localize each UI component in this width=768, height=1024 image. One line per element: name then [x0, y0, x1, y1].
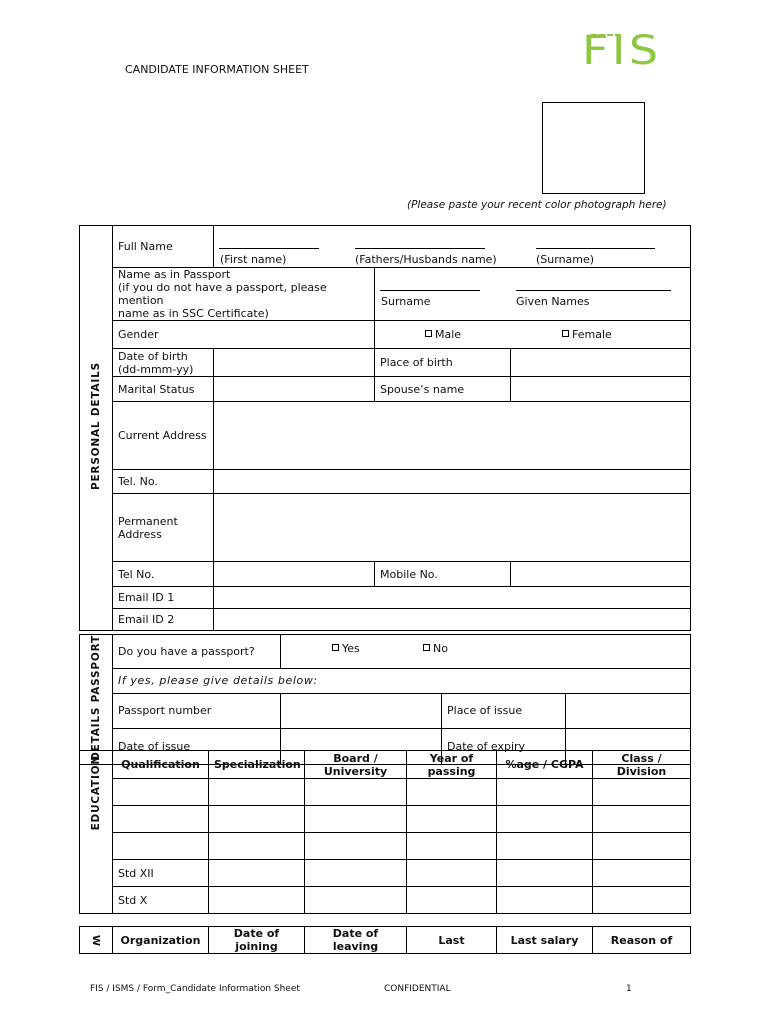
male-checkbox[interactable]	[425, 330, 432, 337]
table-cell[interactable]	[407, 779, 497, 806]
footer-confidential: CONFIDENTIAL	[384, 984, 451, 994]
passport-question-label: Do you have a passport?	[113, 635, 281, 669]
table-cell[interactable]	[497, 779, 593, 806]
table-cell[interactable]	[497, 860, 593, 887]
gender-options	[375, 321, 691, 349]
no-checkbox[interactable]	[423, 644, 430, 651]
tel-no-2-label: Tel No.	[113, 562, 214, 587]
table-row	[80, 833, 691, 860]
table-row	[80, 779, 691, 806]
date-of-expiry-label: Date of expiry	[442, 729, 566, 765]
qualification-cell[interactable]	[113, 806, 209, 833]
table-cell[interactable]	[593, 806, 691, 833]
gender-label: Gender	[113, 321, 375, 349]
column-header: Last	[407, 927, 497, 954]
company-logo	[580, 26, 672, 74]
table-cell[interactable]	[407, 833, 497, 860]
table-cell[interactable]	[497, 833, 593, 860]
spouse-name-label: Spouse’s name	[375, 377, 511, 402]
given-names-sub-label: Given Names	[516, 295, 590, 308]
tel-no-label: Tel. No.	[113, 470, 214, 494]
place-of-birth-label: Place of birth	[375, 349, 511, 377]
email-2-field[interactable]	[214, 609, 691, 631]
mobile-no-label: Mobile No.	[375, 562, 511, 587]
female-checkbox[interactable]	[562, 330, 569, 337]
surname-hint: (Surname)	[536, 253, 595, 266]
fathers-name-hint: (Fathers/Husbands name)	[355, 253, 497, 266]
dob-field[interactable]	[214, 349, 375, 377]
column-header: Year of passing	[407, 751, 497, 779]
no-option[interactable]: No	[423, 642, 448, 655]
table-cell[interactable]	[305, 806, 407, 833]
table-cell[interactable]	[209, 833, 305, 860]
dob-label: Date of birth (dd-mmm-yy)	[113, 349, 214, 377]
place-of-issue-label: Place of issue	[442, 693, 566, 729]
footer-document-path: FIS / ISMS / Form_Candidate Information Sheet	[90, 984, 300, 994]
passport-answer-options	[281, 635, 691, 669]
column-header: Date of joining	[209, 927, 305, 954]
full-name-label: Full Name	[113, 226, 214, 268]
passport-name-label: Name as in Passport (if you do not have a passport, please mention name as in SSC Certificate)	[113, 268, 375, 321]
place-of-issue-field[interactable]	[566, 693, 691, 729]
qualification-cell[interactable]	[113, 779, 209, 806]
table-cell[interactable]	[593, 779, 691, 806]
column-header: Board / University	[305, 751, 407, 779]
tel-no-field[interactable]	[214, 470, 691, 494]
table-cell[interactable]	[209, 806, 305, 833]
table-row	[80, 860, 691, 887]
tel-no-2-field[interactable]	[214, 562, 375, 587]
marital-status-field[interactable]	[214, 377, 375, 402]
table-row	[80, 887, 691, 914]
mobile-no-field[interactable]	[511, 562, 691, 587]
passport-details-table	[79, 634, 691, 765]
surname-sub-label: Surname	[381, 295, 431, 308]
current-address-field[interactable]	[214, 402, 691, 470]
photo-box[interactable]	[542, 102, 645, 194]
footer-page-number: 1	[626, 984, 632, 994]
current-address-label: Current Address	[113, 402, 214, 470]
logo-text: FIS	[582, 28, 662, 74]
marital-status-label: Marital Status	[113, 377, 214, 402]
passport-instruction: If yes, please give details below:	[113, 669, 691, 693]
place-of-birth-field[interactable]	[511, 349, 691, 377]
date-of-issue-label: Date of issue	[113, 729, 281, 765]
column-header: Organization	[113, 927, 209, 954]
table-cell[interactable]	[305, 860, 407, 887]
email-1-label: Email ID 1	[113, 587, 214, 609]
table-cell[interactable]	[407, 860, 497, 887]
column-header: Qualification	[113, 751, 209, 779]
table-cell[interactable]	[407, 806, 497, 833]
qualification-cell: Std X	[113, 887, 209, 914]
table-cell[interactable]	[305, 887, 407, 914]
section-label-personal: PERSONAL DETAILS	[80, 226, 113, 631]
qualification-cell: Std XII	[113, 860, 209, 887]
column-header: %age / CGPA	[497, 751, 593, 779]
table-cell[interactable]	[497, 887, 593, 914]
spouse-name-field[interactable]	[511, 377, 691, 402]
column-header: Class / Division	[593, 751, 691, 779]
female-option[interactable]: Female	[562, 328, 612, 341]
table-cell[interactable]	[209, 860, 305, 887]
email-1-field[interactable]	[214, 587, 691, 609]
table-cell[interactable]	[305, 833, 407, 860]
first-name-hint: (First name)	[220, 253, 287, 266]
qualification-cell[interactable]	[113, 833, 209, 860]
table-cell[interactable]	[593, 833, 691, 860]
section-label-passport: DETAILS PASSPORT	[80, 635, 113, 765]
male-option[interactable]: Male	[425, 328, 461, 341]
photo-note: (Please paste your recent color photograph here)	[407, 199, 667, 211]
email-2-label: Email ID 2	[113, 609, 214, 631]
table-cell[interactable]	[209, 779, 305, 806]
passport-number-label: Passport number	[113, 693, 281, 729]
education-table	[79, 750, 691, 914]
yes-option[interactable]: Yes	[332, 642, 360, 655]
column-header: Date of leaving	[305, 927, 407, 954]
passport-number-field[interactable]	[281, 693, 442, 729]
permanent-address-field[interactable]	[214, 494, 691, 562]
column-header: Last salary	[497, 927, 593, 954]
column-header: Reason of	[593, 927, 691, 954]
permanent-address-label: Permanent Address	[113, 494, 214, 562]
column-header: Specialization	[209, 751, 305, 779]
passport-name-field[interactable]	[375, 268, 691, 321]
table-row	[80, 806, 691, 833]
yes-checkbox[interactable]	[332, 644, 339, 651]
full-name-field[interactable]	[214, 226, 691, 268]
table-cell[interactable]	[593, 860, 691, 887]
table-cell[interactable]	[497, 806, 593, 833]
page-title: CANDIDATE INFORMATION SHEET	[125, 63, 309, 76]
table-cell[interactable]	[305, 779, 407, 806]
work-table	[79, 926, 691, 954]
table-cell[interactable]	[593, 887, 691, 914]
section-label-education: EDUCATION	[80, 751, 113, 914]
section-label-work: W	[80, 927, 113, 954]
table-cell[interactable]	[209, 887, 305, 914]
table-cell[interactable]	[407, 887, 497, 914]
personal-details-table	[79, 225, 691, 631]
